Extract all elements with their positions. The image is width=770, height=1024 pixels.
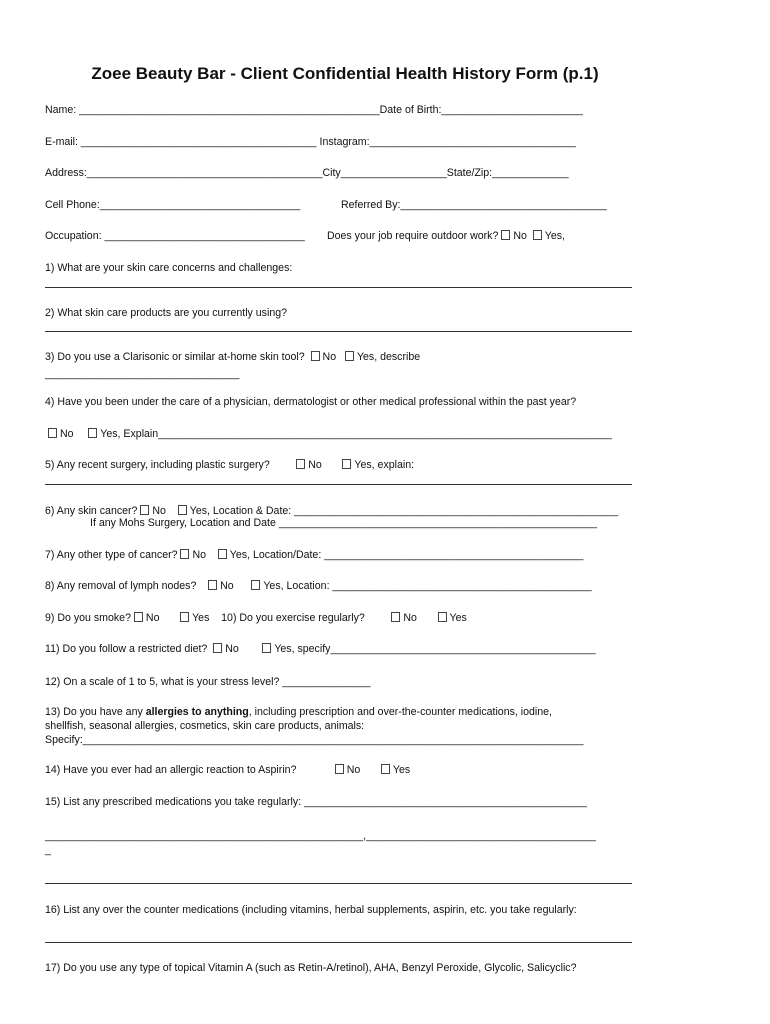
- question-16: 16) List any over the counter medications (including vitamins, herbal supplements, aspirin, etc. you take regularly:: [45, 904, 577, 916]
- question-7-text: 7) Any other type of cancer?: [45, 549, 178, 561]
- question-9-text: 9) Do you smoke?: [45, 612, 131, 624]
- checkbox[interactable]: [134, 612, 143, 622]
- checkbox[interactable]: [178, 505, 187, 515]
- question-15-line-3[interactable]: _: [45, 844, 51, 856]
- checkbox[interactable]: [335, 764, 344, 774]
- checkbox[interactable]: [345, 351, 354, 361]
- checkbox[interactable]: [180, 612, 189, 622]
- yes-location-line[interactable]: Yes, Location & Date: _______________________________________________________: [189, 505, 619, 517]
- question-8: [45, 580, 592, 593]
- question-13-emphasis: allergies to anything: [145, 706, 249, 718]
- question-3: [45, 351, 420, 364]
- checkbox[interactable]: [438, 612, 447, 622]
- yes-option: Yes: [392, 764, 411, 776]
- question-14: [45, 764, 410, 777]
- yes-specify-line[interactable]: Yes, specify_____________________________________________: [274, 643, 596, 655]
- checkbox[interactable]: [213, 643, 222, 653]
- question-6-text: 6) Any skin cancer?: [45, 505, 138, 517]
- no-option: No: [225, 643, 239, 655]
- yes-location-line[interactable]: Yes, Location/Date: ____________________________________________: [229, 549, 584, 561]
- referred-by-line[interactable]: Referred By:___________________________________: [341, 199, 607, 211]
- yes-option: Yes, explain:: [354, 459, 415, 471]
- no-option: No: [192, 549, 206, 561]
- question-5: [45, 459, 414, 472]
- question-7: [45, 549, 583, 562]
- question-10-text: 10) Do you exercise regularly?: [221, 612, 365, 624]
- question-13-text: 13) Do you have any: [45, 706, 146, 718]
- form-title: Zoee Beauty Bar - Client Confidential Health History Form (p.1): [91, 64, 599, 83]
- no-option: No: [308, 459, 322, 471]
- question-15-line-2[interactable]: ______________________________________________________,_______________________________________: [45, 830, 596, 842]
- yes-option: Yes: [449, 612, 467, 624]
- checkbox[interactable]: [208, 580, 217, 590]
- checkbox[interactable]: [88, 428, 97, 438]
- no-option: No: [145, 612, 160, 624]
- checkbox[interactable]: [296, 459, 305, 469]
- checkbox[interactable]: [311, 351, 320, 361]
- checkbox[interactable]: [180, 549, 189, 559]
- answer-line[interactable]: [45, 883, 632, 884]
- yes-explain-line[interactable]: Yes, Explain_____________________________________________________________________________: [100, 428, 612, 440]
- question-13: [45, 706, 552, 719]
- no-option: No: [152, 505, 166, 517]
- no-option: No: [346, 764, 361, 776]
- question-3-text: 3) Do you use a Clarisonic or similar at-home skin tool?: [45, 351, 305, 363]
- answer-line[interactable]: [45, 484, 632, 485]
- question-3-answer-line[interactable]: _________________________________: [45, 368, 240, 380]
- yes-option: Yes,: [544, 230, 565, 242]
- checkbox[interactable]: [391, 612, 400, 622]
- answer-line[interactable]: [45, 287, 632, 288]
- no-option: No: [513, 230, 527, 242]
- outdoor-work-question: [327, 230, 565, 243]
- answer-line[interactable]: [45, 942, 632, 943]
- checkbox[interactable]: [48, 428, 57, 438]
- address-line[interactable]: Address:________________________________________City__________________State/Zip:_____________: [45, 167, 569, 179]
- cell-phone-line[interactable]: Cell Phone:__________________________________: [45, 199, 301, 211]
- question-13-line-2: shellfish, seasonal allergies, cosmetics, skin care products, animals:: [45, 720, 365, 732]
- no-option: No: [403, 612, 417, 624]
- question-11-text: 11) Do you follow a restricted diet?: [45, 643, 208, 655]
- email-instagram-line[interactable]: E-mail: ________________________________________ Instagram:___________________________________: [45, 136, 576, 148]
- yes-option: Yes: [192, 612, 210, 624]
- question-15[interactable]: 15) List any prescribed medications you take regularly: ________________________________________________: [45, 796, 587, 808]
- no-option: No: [60, 428, 74, 440]
- checkbox[interactable]: [218, 549, 227, 559]
- checkbox[interactable]: [251, 580, 260, 590]
- question-5-text: 5) Any recent surgery, including plastic surgery?: [45, 459, 270, 471]
- question-13-specify-line[interactable]: Specify:_____________________________________________________________________________________: [45, 734, 584, 746]
- question-2: 2) What skin care products are you currently using?: [45, 307, 288, 319]
- question-12[interactable]: 12) On a scale of 1 to 5, what is your stress level? _______________: [45, 676, 371, 688]
- checkbox[interactable]: [381, 764, 390, 774]
- no-option: No: [322, 351, 337, 363]
- mohs-surgery-line[interactable]: If any Mohs Surgery, Location and Date ______________________________________________________: [90, 517, 597, 529]
- checkbox[interactable]: [342, 459, 351, 469]
- no-option: No: [220, 580, 234, 592]
- question-17: 17) Do you use any type of topical Vitamin A (such as Retin-A/retinol), AHA, Benzyl Peroxide, Glycolic, Salicyclic?: [45, 962, 577, 974]
- question-14-text: 14) Have you ever had an allergic reaction to Aspirin?: [45, 764, 297, 776]
- question-4-options: [48, 428, 612, 441]
- yes-location-line[interactable]: Yes, Location: ____________________________________________: [263, 580, 592, 592]
- yes-option: Yes, describe: [356, 351, 421, 363]
- name-dob-line[interactable]: Name: ___________________________________________________Date of Birth:________________________: [45, 104, 583, 116]
- answer-line[interactable]: [45, 331, 632, 332]
- checkbox[interactable]: [262, 643, 271, 653]
- question-8-text: 8) Any removal of lymph nodes?: [45, 580, 197, 592]
- question-9-10: [45, 612, 467, 625]
- outdoor-work-label: Does your job require outdoor work?: [327, 230, 499, 242]
- checkbox[interactable]: [140, 505, 149, 515]
- checkbox[interactable]: [501, 230, 510, 240]
- checkbox[interactable]: [533, 230, 542, 240]
- question-1: 1) What are your skin care concerns and challenges:: [45, 262, 293, 274]
- occupation-line[interactable]: Occupation: __________________________________: [45, 230, 305, 242]
- question-4: 4) Have you been under the care of a physician, dermatologist or other medical professional within the past year?: [45, 396, 577, 408]
- question-11: [45, 643, 596, 656]
- question-13-text-cont: , including prescription and over-the-counter medications, iodine,: [248, 706, 552, 718]
